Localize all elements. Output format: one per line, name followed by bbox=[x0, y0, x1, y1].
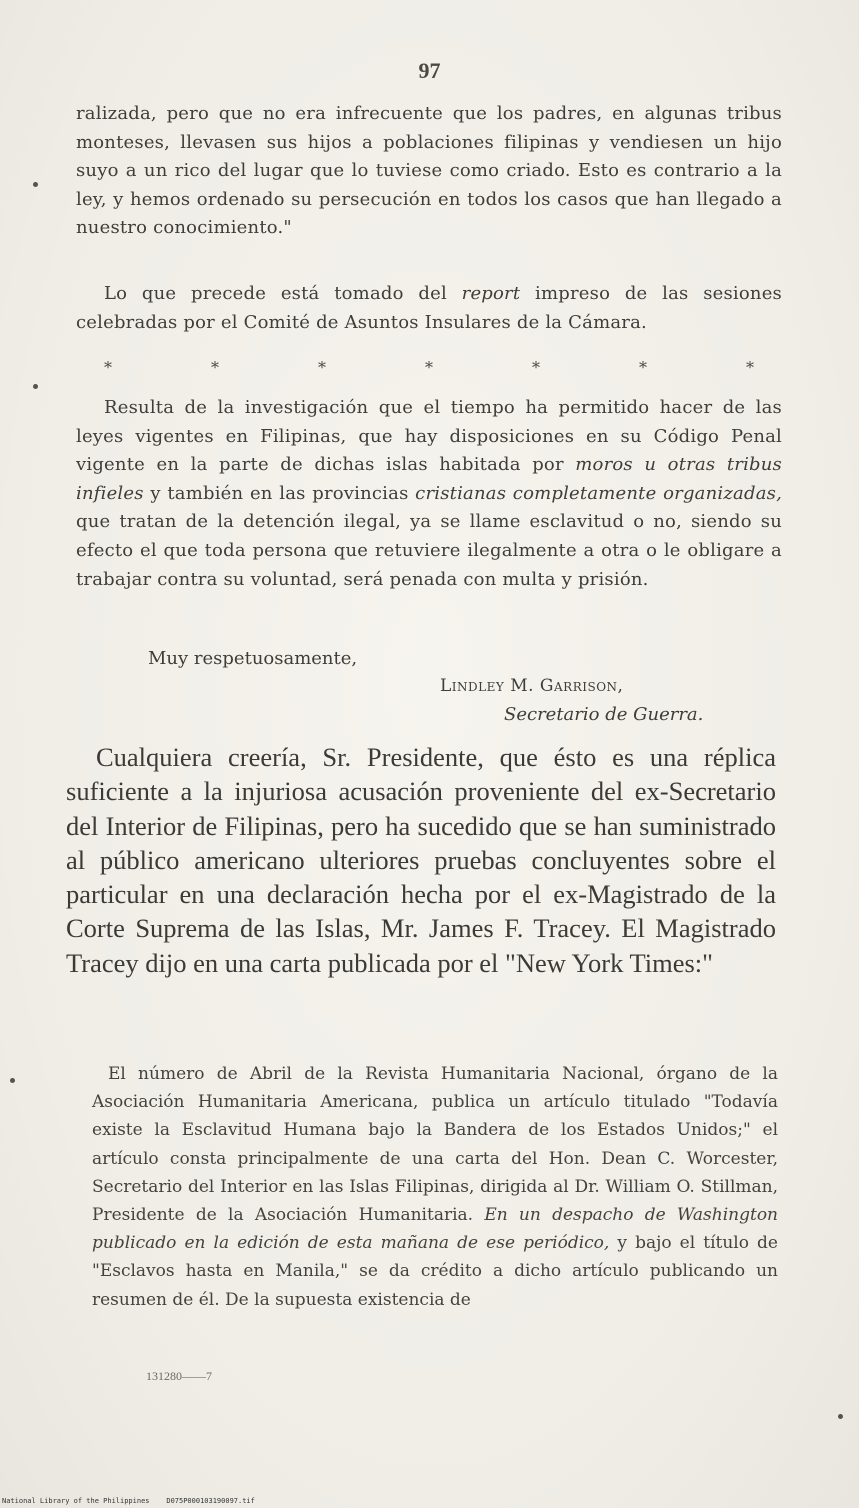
print-sheet-code: 131280——7 bbox=[146, 1369, 212, 1383]
page-number: 97 bbox=[418, 58, 441, 83]
investigation-italic-b: cristianas completamente organizadas, bbox=[415, 482, 782, 504]
scan-speck bbox=[33, 182, 38, 187]
source-note-italic: report bbox=[461, 283, 521, 304]
closing-salutation: Muy respetuosamente, bbox=[148, 648, 358, 669]
paragraph-investigation bbox=[76, 394, 782, 594]
star-mark: * bbox=[532, 358, 540, 377]
star-mark: * bbox=[639, 358, 647, 377]
scan-speck bbox=[838, 1414, 843, 1419]
scan-speck bbox=[10, 1078, 15, 1083]
investigation-text-b: y también en las provincias bbox=[143, 482, 416, 504]
investigation-italic-a: moros u otras tribus infieles bbox=[76, 454, 782, 504]
quoted-letter-italic: En un despacho de Washington publicado en la edición de esta mañana de ese periódico, bbox=[92, 1205, 778, 1254]
paragraph-continuation: ralizada, pero que no era infrecuente que los padres, en algunas tribus monteses, llevasen sus hijos a poblaciones filipinas y vendiesen un hijo suyo a un rico del lugar que lo tuviese como criado. Esto es contrario a la ley, y hemos ordenado su persecución en todos los casos que han llegado a nuestro conocimiento." bbox=[76, 103, 782, 239]
star-mark: * bbox=[104, 358, 112, 377]
quoted-letter-text-a: El número de Abril de la Revista Humanitaria Nacional, órgano de la Asociación Humanitaria Americana, publica un artículo titulado "Todavía existe la Esclavitud Humana bajo la Bandera de los Estados Unidos;" el artículo consta principalmente de una carta del Hon. Dean C. Worcester, Secretario del Interior en las Islas Filipinas, dirigida al Dr. William O. Stillman, Presidente de la Asociación Humanitaria. bbox=[92, 1064, 778, 1226]
star-mark: * bbox=[211, 358, 219, 377]
scan-speck bbox=[33, 384, 38, 389]
section-break-stars bbox=[104, 358, 754, 377]
quoted-letter-text-b: y bajo el título de "Esclavos hasta en Manila," se da crédito a dicho artículo publicando un resumen de él. De la supuesta existencia de bbox=[92, 1233, 778, 1310]
star-mark: * bbox=[425, 358, 433, 377]
archive-footer: National Library of the Philippines D075P000103190097.tif bbox=[2, 1497, 255, 1505]
star-mark: * bbox=[746, 358, 754, 377]
source-note-text-b: impreso de las sesiones celebradas por el Comité de Asuntos Insulares de la Cámara. bbox=[76, 283, 782, 333]
signature-title: Secretario de Guerra. bbox=[504, 704, 704, 725]
quoted-letter bbox=[92, 1060, 778, 1314]
star-mark: * bbox=[318, 358, 326, 377]
paragraph-source-note bbox=[76, 280, 782, 337]
investigation-text-c: que tratan de la detención ilegal, ya se llame esclavitud o no, siendo su efecto el que toda persona que retuviere ilegalmente a otra o le obligare a trabajar contra su voluntad, será penada con multa y prisión. bbox=[76, 511, 782, 590]
investigation-text-a: Resulta de la investigación que el tiempo ha permitido hacer de las leyes vigentes en Filipinas, que hay disposiciones en su Código Penal vigente en la parte de dichas islas habitada por bbox=[76, 397, 782, 476]
source-note-text-a: Lo que precede está tomado del bbox=[104, 283, 462, 304]
signature-name: Lindley M. Garrison, bbox=[440, 676, 624, 696]
speech-paragraph: Cualquiera creería, Sr. Presidente, que ésto es una réplica suficiente a la injuriosa acusación proveniente del ex-Secretario del Interior de Filipinas, pero ha sucedido que se han suministrado al público americano ulteriores pruebas concluyentes sobre el particular en una declaración hecha por el ex-Magistrado de la Corte Suprema de las Islas, Mr. James F. Tracey. El Magistrado Tracey dijo en una carta publicada por el "New York Times:" bbox=[66, 742, 776, 978]
